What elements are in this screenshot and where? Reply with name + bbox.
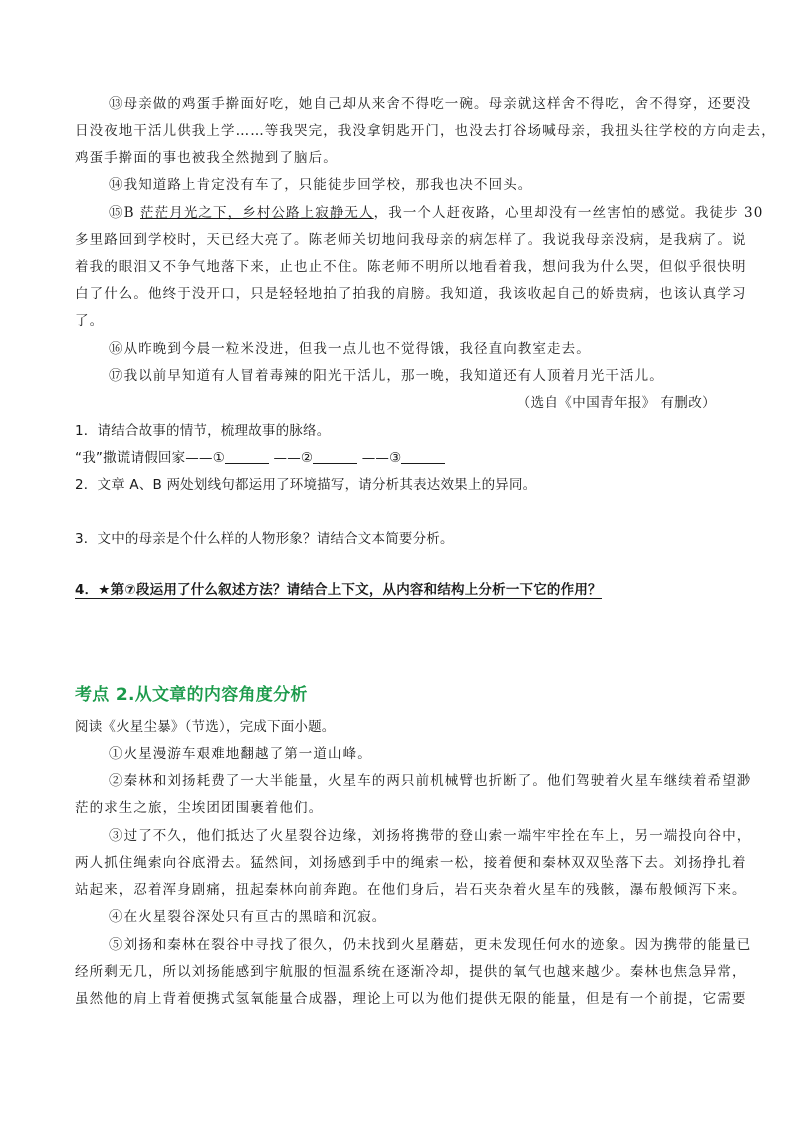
question-1-fill-line [75,445,445,472]
answer-blank-3[interactable] [401,449,445,464]
mars-paragraph-3-line-1: ③过了不久，他们抵达了火星裂谷边缘，刘扬将携带的登山索一端牢牢拴在车上，另一端投向谷中， [109,828,752,844]
mars-paragraph-5-line-3: 虽然他的肩上背着便携式氢氧能量合成器，理论上可以为他们提供无限的能量，但是有一个前提，它需要 [75,991,747,1007]
mars-paragraph-4: ④在火星裂谷深处只有亘古的黑暗和沉寂。 [109,909,387,925]
answer-blank-2[interactable] [313,449,357,464]
section-heading: 考点 2.从文章的内容角度分析 [75,685,308,705]
paragraph-13-line-2: 日没夜地干活儿供我上学……等我哭完，我没拿钥匙开门，也没去打谷场喊母亲，我扭头往学校的方向走去， [75,123,776,139]
paragraph-15-line-2: 多里路回到学校时，天已经大亮了。陈老师关切地问我母亲的病怎样了。我说我母亲没病，是我病了。说 [75,232,747,248]
mars-paragraph-1: ①火星漫游车艰难地翻越了第一道山峰。 [109,746,372,762]
question-4 [75,577,602,604]
question-4-text: 4．★第⑦段运用了什么叙述方法？请结合上下文，从内容和结构上分析一下它的作用？ [75,582,602,598]
reading-intro: 阅读《火星尘暴》（节选），完成下面小题。 [75,719,336,735]
paragraph-15-line-3: 着我的眼泪又不争气地落下来，止也止不住。陈老师不明所以地看着我，想问我为什么哭，但似乎很快明 [75,259,747,275]
paragraph-13-line-3: 鸡蛋手擀面的事也被我全然抛到了脑后。 [75,150,338,166]
paragraph-14: ⑭我知道路上肯定没有车了，只能徒步回学校，那我也决不回头。 [109,177,533,193]
mars-paragraph-2-line-1: ②秦林和刘扬耗费了一大半能量，火星车的两只前机械臂也折断了。他们驾驶着火星车继续着希望渺 [109,773,752,789]
question-1: 1．请结合故事的情节，梳理故事的脉络。 [75,423,331,439]
fill-line-separator-3: ——③ [361,450,402,466]
mars-paragraph-2-line-2: 茫的求生之旅，尘埃团团围裹着他们。 [75,800,324,816]
fill-line-start: “我”撒谎请假回家——① [75,450,225,466]
paragraph-15-line-5: 了。 [75,313,105,329]
underlined-sentence-b: 茫茫月光之下，乡村公路上寂静无人 [140,205,374,221]
mars-paragraph-3-line-3: 站起来，忍着浑身剧痛，扭起秦林向前奔跑。在他们身后，岩石夹杂着火星车的残骸，瀑布般倾泻下来。 [75,882,747,898]
paragraph-15-line-1 [109,200,763,227]
fill-line-separator-2: ——② [273,450,314,466]
mars-paragraph-3-line-2: 两人抓住绳索向谷底滑去。猛然间，刘扬感到手中的绳索一松，接着便和秦林双双坠落下去。刘扬挣扎着 [75,855,747,871]
question-2: 2．文章 A、B 两处划线句都运用了环境描写，请分析其表达效果上的异同。 [75,477,537,493]
paragraph-13-line-1: ⑬母亲做的鸡蛋手擀面好吃，她自己却从来舍不得吃一碗。母亲就这样舍不得吃，舍不得穿，还要没 [109,96,752,112]
paragraph-15-line-1-rest: ，我一个人赶夜路，心里却没有一丝害怕的感觉。我徒步 30 [373,205,764,221]
mars-paragraph-5-line-1: ⑤刘扬和秦林在裂谷中寻找了很久，仍未找到火星蘑菇，更未发现任何水的迹象。因为携带的能量已 [109,937,752,953]
paragraph-15-line-4: 白了什么。他终于没开口，只是轻轻地拍了拍我的肩膀。我知道，我该收起自己的娇贵病，也该认真学习 [75,286,747,302]
source-citation: （选自《中国青年报》 有删改） [516,395,716,411]
question-3: 3．文中的母亲是个什么样的人物形象？请结合文本简要分析。 [75,531,454,547]
mars-paragraph-5-line-2: 经所剩无几，所以刘扬能感到宇航服的恒温系统在逐渐冷却，提供的氧气也越来越少。秦林也焦急异常， [75,964,747,980]
paragraph-16: ⑯从昨晚到今晨一粒米没进，但我一点儿也不觉得饿，我径直向教室走去。 [109,341,591,357]
answer-blank-1[interactable] [225,449,269,464]
paragraph-15-prefix: ⑮B [109,205,141,221]
paragraph-17: ⑰我以前早知道有人冒着毒辣的阳光干活儿，那一晚，我知道还有人顶着月光干活儿。 [109,368,664,384]
